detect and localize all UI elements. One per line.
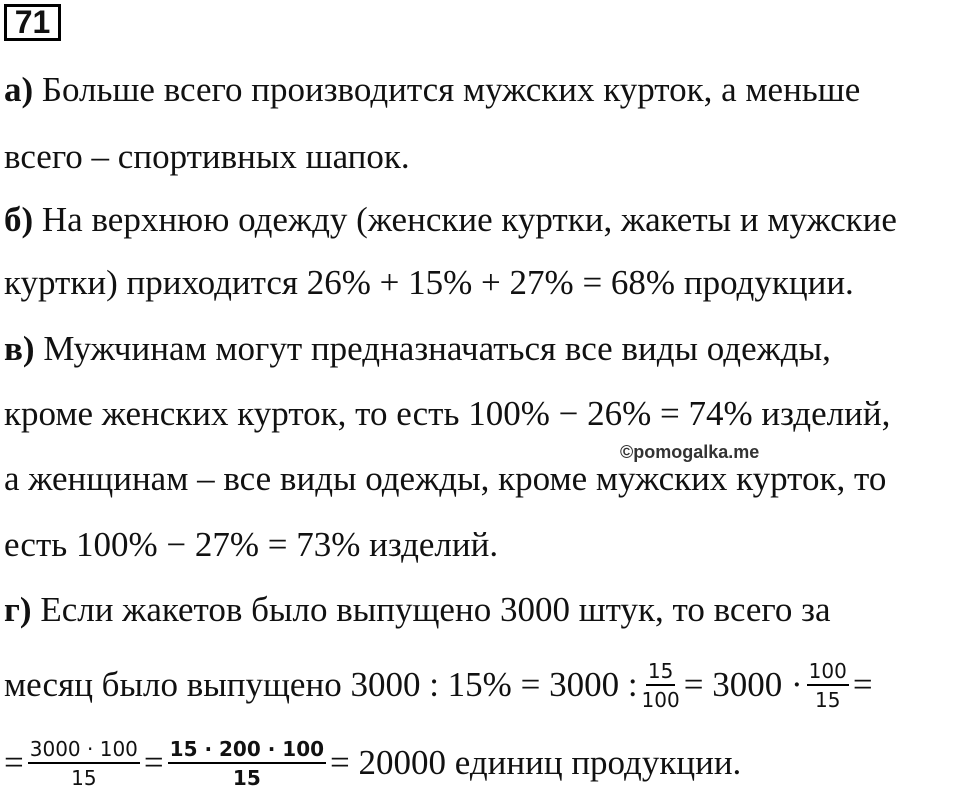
answer-a-line-1 bbox=[4, 70, 860, 110]
answer-g-result: = 20000 единиц продукции. bbox=[330, 743, 742, 782]
fraction-denominator: 100 bbox=[641, 687, 680, 712]
answer-v-label: в) bbox=[4, 329, 35, 368]
fraction-15x200x100-over-15 bbox=[168, 737, 326, 790]
answer-g-line-3 bbox=[4, 728, 741, 798]
answer-g-label: г) bbox=[4, 590, 32, 629]
answer-v-line-2: кроме женских курток, то есть 100% − 26% = 74% изделий, bbox=[4, 394, 891, 433]
watermark: ©pomogalka.me bbox=[620, 442, 760, 462]
answer-b-line-2: куртки) приходится 26% + 15% + 27% = 68% продукции. bbox=[4, 263, 854, 302]
fraction-denominator: 15 bbox=[71, 765, 97, 790]
fraction-denominator: 15 bbox=[232, 765, 261, 790]
answer-b-label: б) bbox=[4, 200, 34, 239]
fraction-3000x100-over-15 bbox=[28, 737, 140, 790]
fraction-numerator: 100 bbox=[807, 659, 849, 686]
equals-sign: = bbox=[4, 743, 24, 782]
answer-b-text-1: На верхнюю одежду (женские куртки, жакеты и мужские bbox=[33, 200, 897, 239]
answer-g-text-1: Если жакетов было выпущено 3000 штук, то всего за bbox=[31, 590, 831, 629]
answer-a-text-1: Больше всего производится мужских курток, а меньше bbox=[33, 70, 861, 109]
equals-sign: = bbox=[143, 743, 164, 782]
answer-v-line-1 bbox=[4, 329, 831, 369]
problem-number: 71 bbox=[4, 4, 61, 41]
fraction-denominator: 15 bbox=[815, 687, 841, 712]
answer-g-line-1 bbox=[4, 590, 830, 630]
answer-v-text-1: Мужчинам могут предназначаться все виды одежды, bbox=[34, 329, 831, 368]
fraction-numerator: 15 bbox=[646, 659, 675, 686]
answer-b-line-1 bbox=[4, 200, 897, 240]
answer-g-text-2: месяц было выпущено 3000 : 15% = 3000 : bbox=[4, 665, 638, 704]
answer-g-line-2 bbox=[4, 655, 873, 715]
answer-a-label: а) bbox=[4, 70, 34, 109]
answer-v-line-4: есть 100% − 27% = 73% изделий. bbox=[4, 525, 499, 564]
equals-sign: = bbox=[852, 665, 873, 704]
answer-a-line-2: всего – спортивных шапок. bbox=[4, 137, 410, 176]
fraction-numerator: 3000 · 100 bbox=[28, 737, 140, 764]
answer-g-text-mid: = 3000 · bbox=[683, 665, 803, 704]
fraction-15-over-100 bbox=[642, 659, 680, 712]
answer-v-line-3: а женщинам – все виды одежды, кроме мужских курток, то bbox=[4, 459, 887, 498]
fraction-numerator: 15 · 200 · 100 bbox=[168, 737, 326, 764]
fraction-100-over-15 bbox=[807, 659, 849, 712]
